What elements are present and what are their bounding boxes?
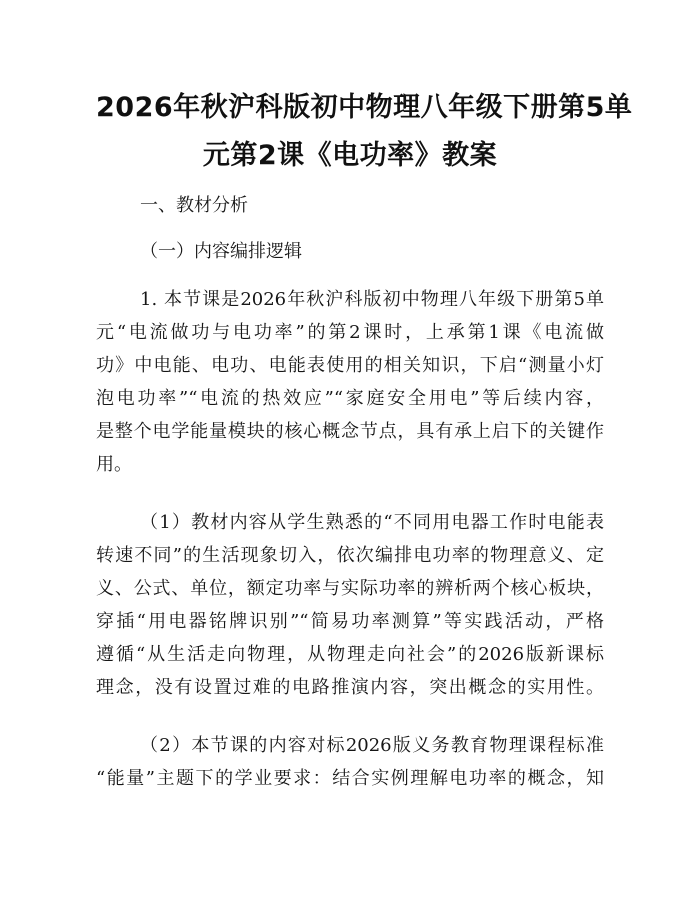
section-heading: 一、教材分析 xyxy=(140,195,248,216)
paragraph-line: “能量”主题下的学业要求：结合实例理解电功率的概念，知 xyxy=(96,768,604,789)
paragraph-line: 功》中电能、电功、电能表使用的相关知识，下启“测量小灯 xyxy=(96,355,604,376)
paragraph-line: 转速不同”的生活现象切入，依次编排电功率的物理意义、定 xyxy=(96,545,604,566)
paragraph-line: 用。 xyxy=(96,454,132,475)
paragraph-line: 1. 本节课是2026年秋沪科版初中物理八年级下册第5单 xyxy=(140,289,604,310)
paragraph-line: 元“电流做功与电功率”的第2课时，上承第1课《电流做 xyxy=(96,322,604,343)
paragraph-line: 穿插“用电器铭牌识别”“简易功率测算”等实践活动，严格 xyxy=(96,611,604,632)
title-line-2: 元第2课《电功率》教案 xyxy=(202,140,498,171)
paragraph-line: （1）教材内容从学生熟悉的“不同用电器工作时电能表 xyxy=(140,512,604,533)
paragraph-line: （2）本节课的内容对标2026版义务教育物理课程标准 xyxy=(140,735,604,756)
paragraph-line: 义、公式、单位，额定功率与实际功率的辨析两个核心板块， xyxy=(96,578,604,599)
document-title xyxy=(96,84,633,180)
paragraph-line: 泡电功率”“电流的热效应”“家庭安全用电”等后续内容， xyxy=(96,388,604,409)
title-line-1: 2026年秋沪科版初中物理八年级下册第5单 xyxy=(96,92,633,123)
paragraph-line: 遵循“从生活走向物理，从物理走向社会”的2026版新课标 xyxy=(96,644,604,665)
paragraph-line: 是整个电学能量模块的核心概念节点，具有承上启下的关键作 xyxy=(96,421,604,442)
paragraph-line: 理念，没有设置过难的电路推演内容，突出概念的实用性。 xyxy=(96,677,604,698)
subsection-heading: （一）内容编排逻辑 xyxy=(140,241,302,262)
